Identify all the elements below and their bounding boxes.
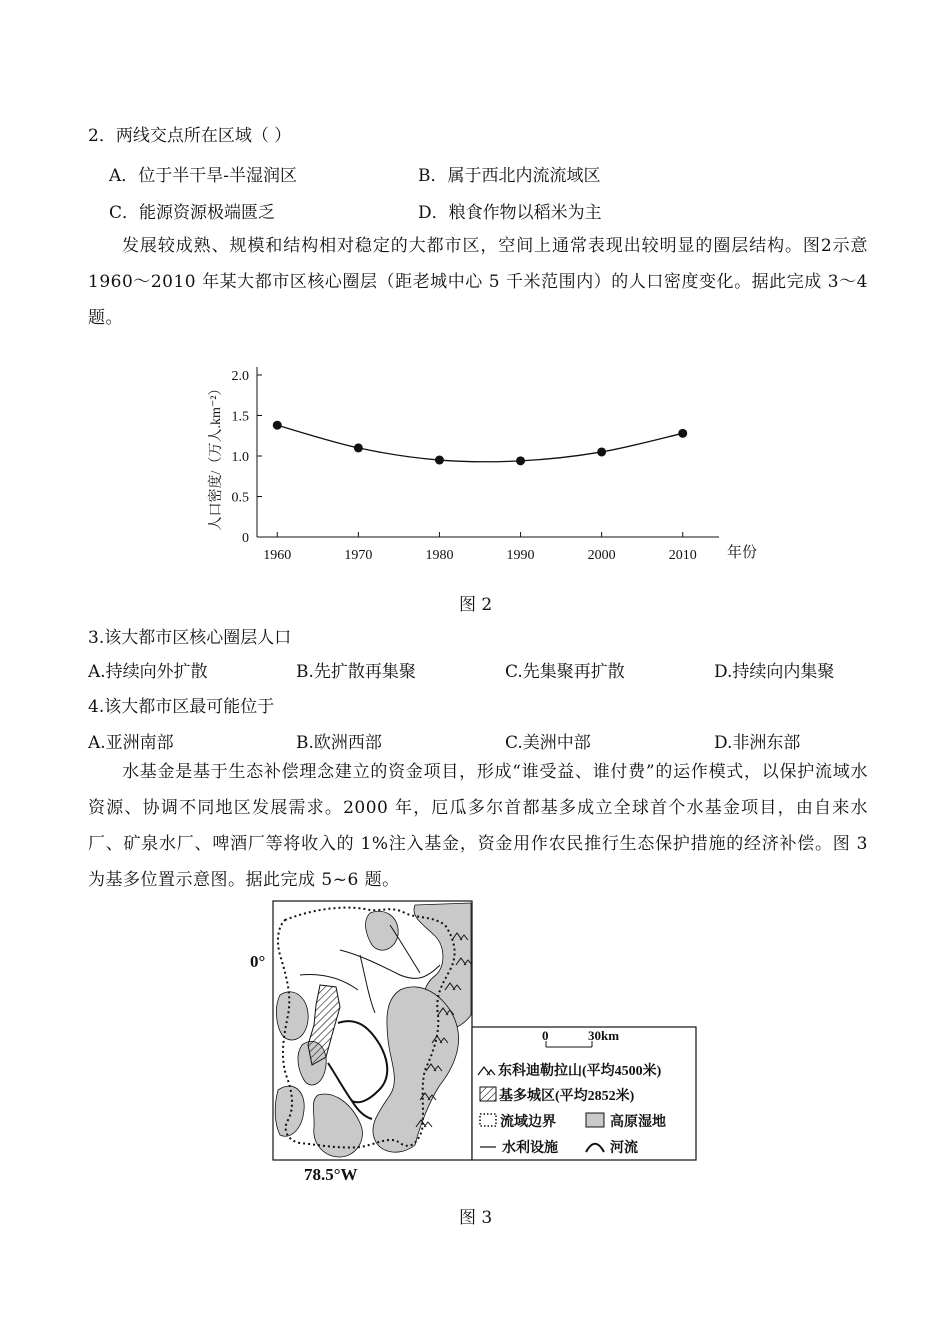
y-tick-label: 1.5 xyxy=(231,409,249,425)
q3-option-b: B.先扩散再集聚 xyxy=(296,662,416,682)
data-point xyxy=(435,456,444,465)
x-tick-label: 1970 xyxy=(344,548,373,563)
legend-facility-label: 水利设施 xyxy=(502,1141,558,1156)
data-point xyxy=(678,429,687,438)
q2-option-a: A．位于半干旱-半湿润区 xyxy=(109,166,298,186)
y-tick-label: 2.0 xyxy=(231,369,249,384)
data-point xyxy=(516,456,525,465)
figure3-caption: 图 3 xyxy=(459,1208,493,1228)
passage-water-fund: 水基金是基于生态补偿理念建立的资金项目，形成“谁受益、谁付费”的运作模式，以保护流域水资源、协调不同地区发展需求。2000 年，厄瓜多尔首都基多成立全球首个水基金项目，由自来水厂、矿泉水厂、啤酒厂等将收入的 1%注入基金，资金用作农民推行生态保护措施的经济补偿。图 3 为基多位置示意图。据此完成 5~6 题。 xyxy=(88,762,868,890)
figure3-map xyxy=(240,895,710,1195)
q4-option-b: B.欧洲西部 xyxy=(296,733,382,753)
legend-mountain-label: 东科迪勒拉山(平均4500米) xyxy=(498,1064,662,1079)
q2-stem: 2．两线交点所在区域（ ） xyxy=(88,126,292,146)
q3-option-a: A.持续向外扩散 xyxy=(88,662,208,682)
q3-option-d: D.持续向内集聚 xyxy=(714,662,835,682)
y-tick-label: 0.5 xyxy=(231,490,249,506)
y-tick-label: 1.0 xyxy=(231,450,249,465)
q2-option-b: B．属于西北内流流域区 xyxy=(418,166,601,186)
q2-option-c: C．能源资源极端匮乏 xyxy=(109,203,276,223)
figure2-chart xyxy=(190,355,760,575)
q4-option-a: A.亚洲南部 xyxy=(88,733,174,753)
latitude-label: 0° xyxy=(250,952,266,971)
data-point xyxy=(354,443,363,452)
data-point xyxy=(273,421,282,430)
legend-boundary-label: 流域边界 xyxy=(500,1115,556,1130)
legend-wetland-label: 高原湿地 xyxy=(610,1115,666,1130)
x-tick-label: 2000 xyxy=(587,548,616,563)
q4-option-c: C.美洲中部 xyxy=(505,733,591,753)
x-tick-label: 1990 xyxy=(506,548,535,563)
legend-river-label: 河流 xyxy=(610,1141,638,1156)
city-hatch-icon xyxy=(480,1087,496,1101)
density-curve xyxy=(277,425,682,462)
legend-city-label: 基多城区(平均2852米) xyxy=(499,1089,635,1104)
x-tick-label: 1980 xyxy=(425,548,454,563)
scale-start: 0 xyxy=(542,1028,549,1043)
y-tick-label: 0 xyxy=(242,531,249,546)
data-point xyxy=(597,447,606,456)
x-tick-label: 2010 xyxy=(668,548,697,563)
q3-option-c: C.先集聚再扩散 xyxy=(505,662,625,682)
q3-stem: 3.该大都市区核心圈层人口 xyxy=(88,628,292,648)
longitude-label: 78.5°W xyxy=(304,1165,358,1184)
x-tick-label: 1960 xyxy=(263,548,292,563)
scale-end: 30km xyxy=(588,1028,620,1043)
q2-option-d: D．粮食作物以稻米为主 xyxy=(418,203,602,223)
y-axis-title: 人口密度/（万人.km⁻²） xyxy=(209,381,224,531)
figure2-caption: 图 2 xyxy=(459,595,493,615)
passage-metro: 发展较成熟、规模和结构相对稳定的大都市区，空间上通常表现出较明显的圈层结构。图2示意 1960～2010 年某大都市区核心圈层（距老城中心 5 千米范围内）的人口密度变化。据此完成 3～4 题。 xyxy=(88,236,868,328)
q4-option-d: D.非洲东部 xyxy=(714,733,801,753)
wetland-swatch-icon xyxy=(586,1113,604,1127)
x-axis-title: 年份 xyxy=(727,545,758,561)
q4-stem: 4.该大都市区最可能位于 xyxy=(88,697,275,717)
